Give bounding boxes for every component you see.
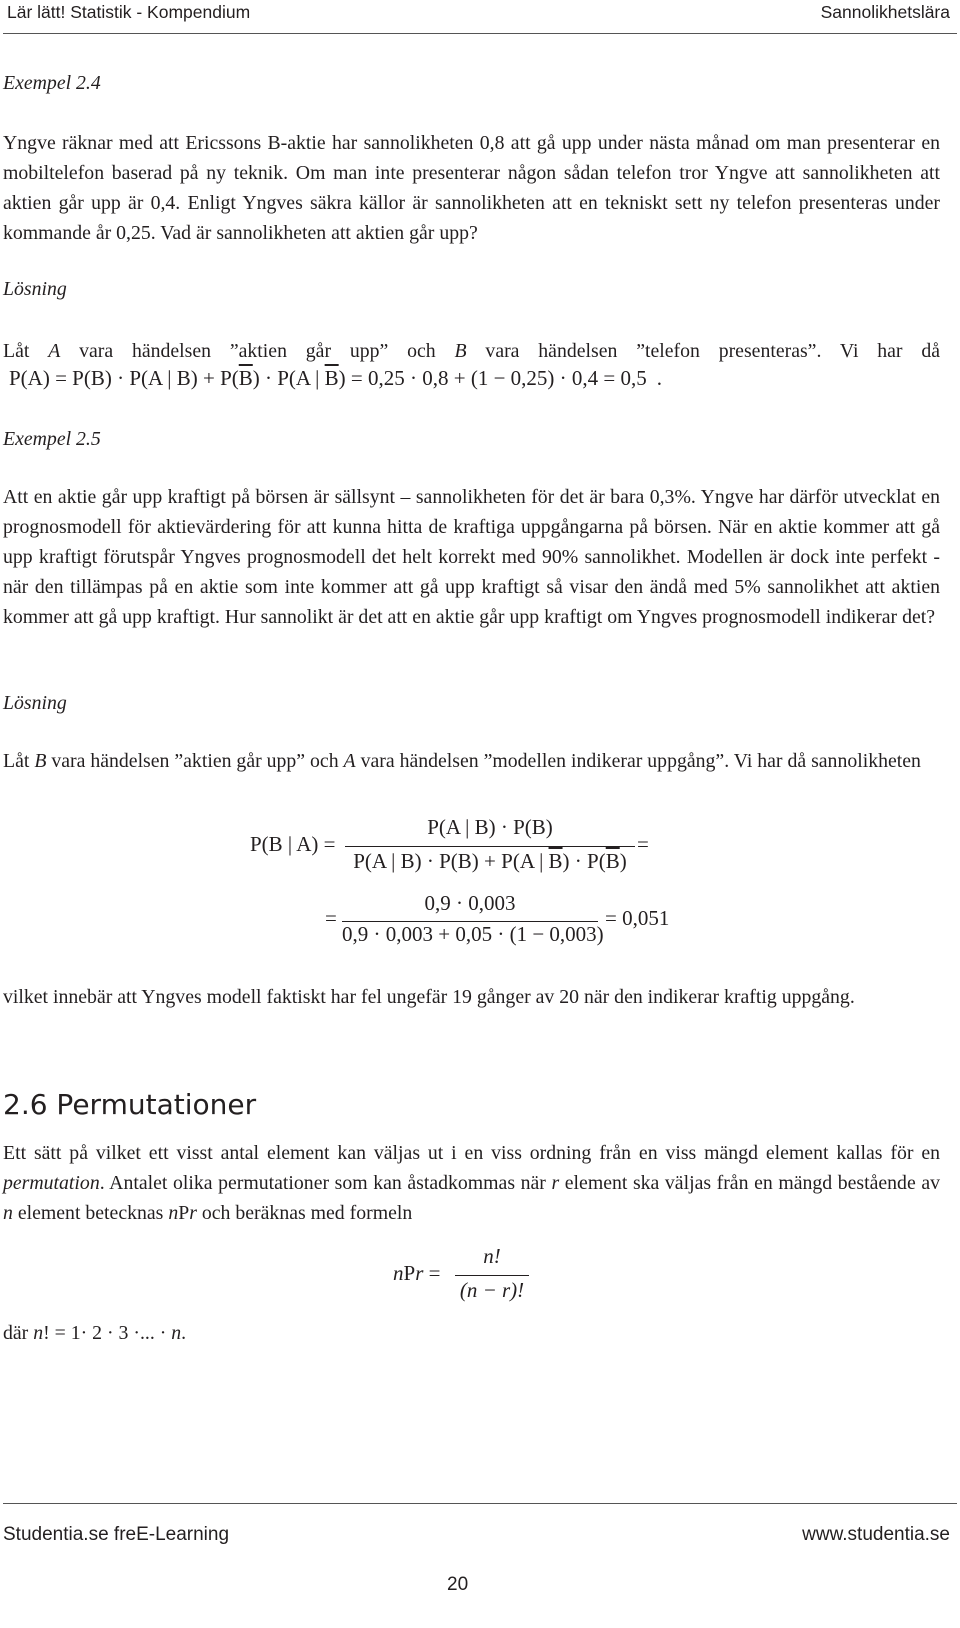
example-2-5-title: Exempel 2.5 xyxy=(3,428,101,450)
bayes-lhs: P(B | A) = xyxy=(250,832,336,856)
bayes-numeric-numerator: 0,9 · 0,003 xyxy=(424,891,516,915)
bayes-numeric-equals: = xyxy=(325,906,337,930)
section-heading: 2.6 Permutationer xyxy=(3,1088,257,1121)
page-header xyxy=(0,0,960,40)
example-2-4-solution-label: Lösning xyxy=(3,278,67,300)
npr-numerator: n! xyxy=(483,1244,501,1268)
example-2-5-solution-text: Låt B vara händelsen ”aktien går upp” och A vara händelsen ”modellen indikerar uppgång”. Vi har då sannolikheten xyxy=(3,750,921,772)
example-2-5-text: Att en aktie går upp kraftigt på börsen är sällsynt – sannolikheten för det är bara 0,3%. Yngve har därför utvecklat en prognosmodell för aktievärdering för att kunna hitta de kraftiga uppgångarna på börsen. När en aktie kommer att gå upp kraftigt förutspår Yngves prognosmodell det helt korrekt med 90% sannolikhet. Modellen är dock inte perfekt - när den tillämpas på en aktie som inte kommer att gå upp kraftigt så visar den ändå med 5% sannolikhet att aktien kommer att gå upp kraftigt. Hur sannolikt är det att en aktie går upp kraftigt om Yngves prognosmodell indikerar det? xyxy=(3,486,940,628)
bayes-denominator: P(A | B) · P(B) + P(A | $\overline{B}) \cdot P(\overline{B})$ xyxy=(353,849,627,873)
example-2-4-solution-text: Låt A vara händelsen ”aktien går upp” och B vara händelsen ”telefon presenteras”. Vi har då xyxy=(3,340,941,362)
bayes-equals: = xyxy=(637,832,649,856)
bayes-numeric-result: = 0,051 xyxy=(605,906,670,930)
example-2-5-solution-label: Lösning xyxy=(3,692,67,714)
factorial-definition: där n! = 1· 2 · 3 ·... · n. xyxy=(3,1322,187,1344)
header-title: Lär lätt! Statistik - Kompendium xyxy=(7,2,251,22)
example-2-4-formula: P(A) = P(B) · P(A | $B) + P(\overline{B}) \cdot P(A$ | $\overline{B}) = 0,25 \cdot 0,8 + (1 - 0,25) \cdot 0,4 = 0,5$ . xyxy=(9,366,662,390)
bayes-numeric-denominator: 0,9 · 0,003 + 0,05 · (1 − 0,003) xyxy=(342,922,604,946)
header-chapter: Sannolikhetslära xyxy=(820,2,950,22)
npr-denominator: (n − r)! xyxy=(459,1278,525,1302)
footer-url: www.studentia.se xyxy=(802,1524,950,1545)
npr-fraction-bar xyxy=(455,1275,529,1276)
footer-brand: Studentia.se freE-Learning xyxy=(3,1524,230,1545)
bayes-numerator: P(A | B) · P(B) xyxy=(427,815,553,839)
page-number: 20 xyxy=(447,1574,469,1595)
example-2-4-title: Exempel 2.4 xyxy=(3,72,101,94)
header-divider xyxy=(3,33,957,34)
footer-divider xyxy=(3,1503,957,1504)
npr-lhs: nPr = xyxy=(393,1261,441,1285)
example-2-4-text: Yngve räknar med att Ericssons B-aktie har sannolikheten 0,8 att gå upp under nästa månad om man presenterar en mobiltelefon baserad på ny teknik. Om man inte presenterar någon sådan telefon tror Yngve att sannolikheten att aktien går upp är 0,4. Enligt Yngves säkra källor är sannolikheten att en tekniskt sett ny telefon presenteras under kommande år 0,25. Vad är sannolikheten att aktien går upp? xyxy=(3,132,940,244)
example-2-5-conclusion: vilket innebär att Yngves modell faktiskt har fel ungefär 19 gånger av 20 när den indikerar kraftig uppgång. xyxy=(3,986,855,1008)
bayes-fraction-bar xyxy=(345,846,635,847)
permutation-intro: Ett sätt på vilket ett visst antal element kan väljas ut i en viss ordning från en viss mängd element kallas för en permutation. Antalet olika permutationer som kan åstadkommas när r element ska väljas från en mängd bestående av n element betecknas nPr och beräknas med formeln xyxy=(3,1142,940,1224)
